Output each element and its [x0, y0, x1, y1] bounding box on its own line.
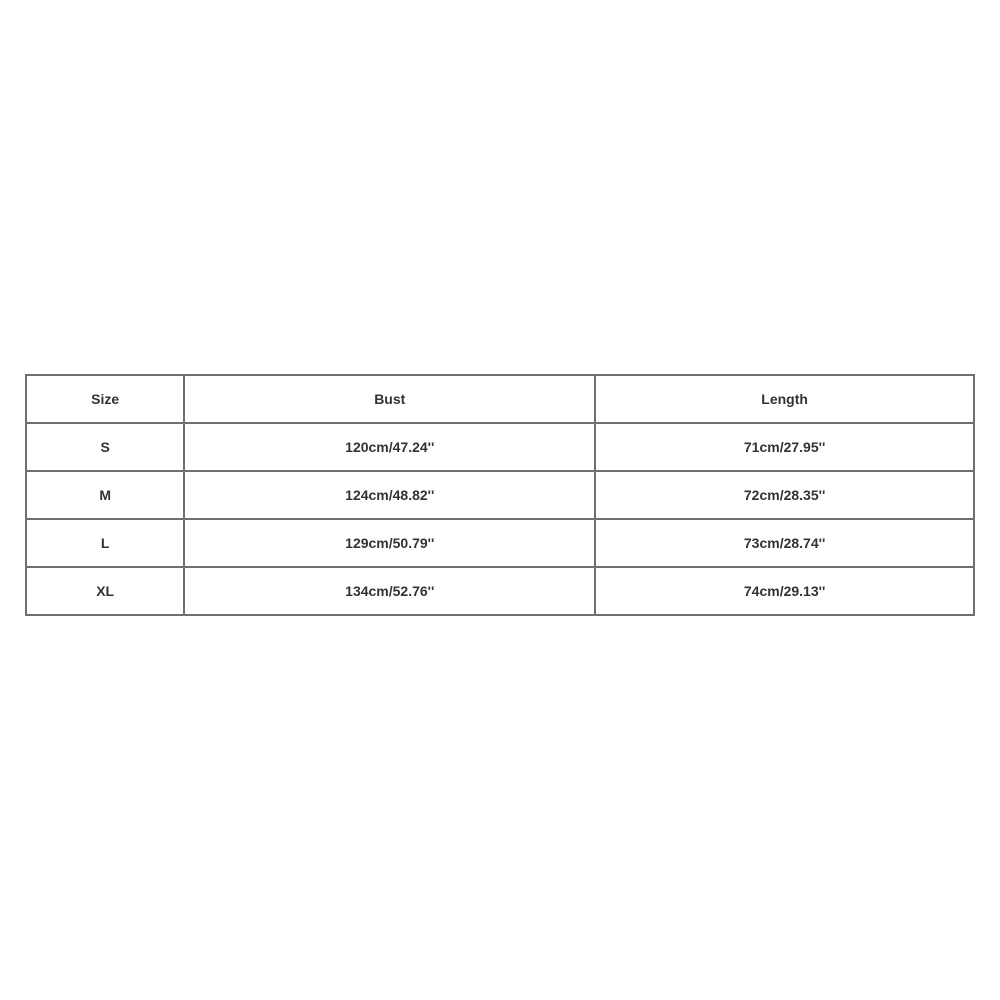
table-row [26, 471, 974, 519]
cell-bust: 134cm/52.76'' [184, 567, 595, 615]
cell-bust: 124cm/48.82'' [184, 471, 595, 519]
size-chart-table [25, 374, 975, 616]
table-header-row [26, 375, 974, 423]
cell-length: 74cm/29.13'' [595, 567, 974, 615]
header-size: Size [26, 375, 184, 423]
cell-size: XL [26, 567, 184, 615]
cell-bust: 120cm/47.24'' [184, 423, 595, 471]
table-row [26, 423, 974, 471]
header-length: Length [595, 375, 974, 423]
cell-length: 71cm/27.95'' [595, 423, 974, 471]
cell-size: L [26, 519, 184, 567]
table-row [26, 519, 974, 567]
table-row [26, 567, 974, 615]
cell-length: 73cm/28.74'' [595, 519, 974, 567]
header-bust: Bust [184, 375, 595, 423]
cell-size: M [26, 471, 184, 519]
cell-length: 72cm/28.35'' [595, 471, 974, 519]
cell-bust: 129cm/50.79'' [184, 519, 595, 567]
cell-size: S [26, 423, 184, 471]
